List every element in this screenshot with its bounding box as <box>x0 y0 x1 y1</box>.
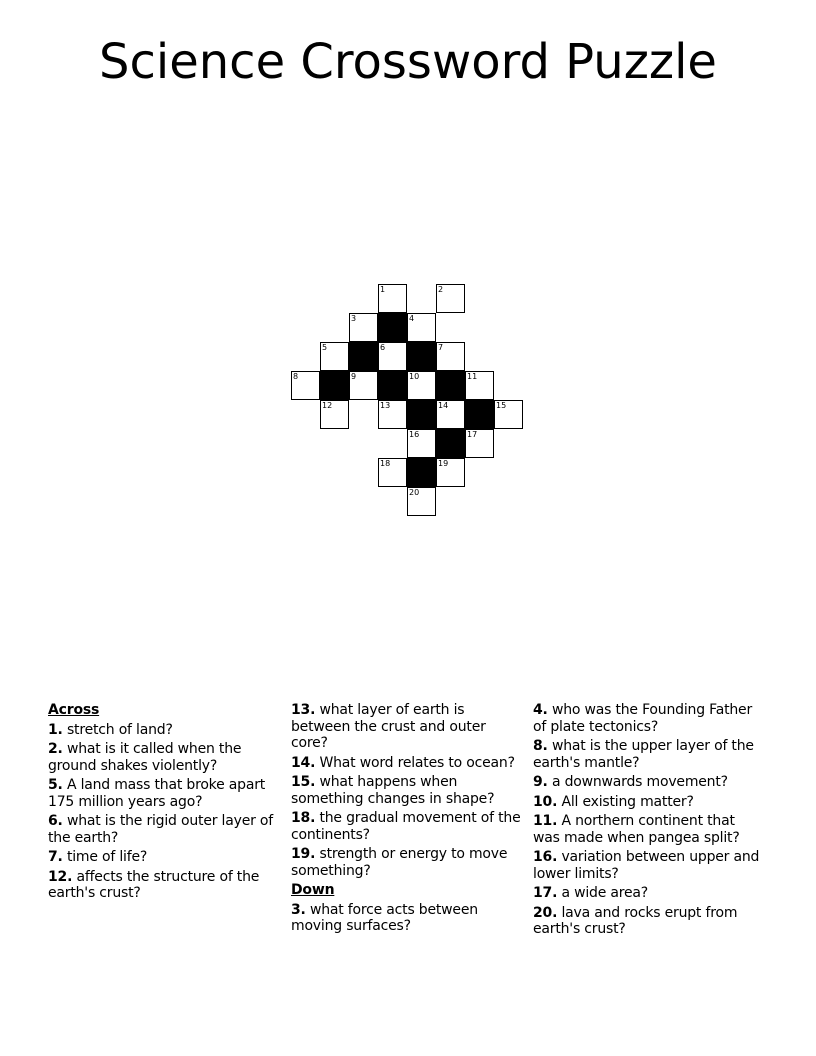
clue-number: 3. <box>291 901 306 918</box>
grid-cell[interactable] <box>291 371 320 400</box>
cell-number: 3 <box>351 314 357 323</box>
across-clue <box>48 849 280 866</box>
clue-text: who was the Founding Father of plate tectonics? <box>533 702 753 735</box>
grid-cell[interactable] <box>465 429 494 458</box>
across-clue <box>48 777 280 810</box>
clue-number: 2. <box>48 741 63 757</box>
black-cell <box>436 429 465 458</box>
cell-number: 20 <box>409 488 420 497</box>
clue-text: what is the upper layer of the earth's mantle? <box>533 738 754 771</box>
cell-number: 8 <box>293 372 299 381</box>
cell-number: 11 <box>467 372 478 381</box>
clues-column-3 <box>533 702 765 941</box>
clue-number: 14. <box>291 754 316 771</box>
cell-number: 18 <box>380 459 391 468</box>
grid-cell[interactable] <box>378 458 407 487</box>
black-cell <box>407 400 436 429</box>
grid-cell[interactable] <box>320 342 349 371</box>
grid-cell[interactable] <box>436 342 465 371</box>
clue-number: 5. <box>48 777 63 793</box>
cell-number: 15 <box>496 401 507 410</box>
clue-text: What word relates to ocean? <box>319 754 515 771</box>
page-title: Science Crossword Puzzle <box>99 34 717 90</box>
clue-number: 6. <box>48 813 63 829</box>
across-clue <box>291 774 523 807</box>
black-cell <box>378 313 407 342</box>
clue-text: what is the rigid outer layer of the earth? <box>48 813 274 846</box>
grid-cell[interactable] <box>465 371 494 400</box>
down-clue <box>533 738 765 771</box>
across-clue <box>48 869 280 902</box>
black-cell <box>407 342 436 371</box>
down-clue <box>533 885 765 902</box>
clue-number: 19. <box>291 846 316 862</box>
across-clue <box>291 755 523 772</box>
clue-number: 4. <box>533 702 548 718</box>
cell-number: 2 <box>438 285 444 294</box>
down-clue <box>533 905 765 938</box>
clue-number: 15. <box>291 774 316 790</box>
cell-number: 7 <box>438 343 444 352</box>
down-clue <box>533 794 765 811</box>
black-cell <box>349 342 378 371</box>
clue-text: the gradual movement of the continents? <box>291 810 521 843</box>
grid-cell[interactable] <box>407 371 436 400</box>
black-cell <box>436 371 465 400</box>
across-clue <box>291 702 523 752</box>
clue-number: 16. <box>533 849 558 865</box>
grid-cell[interactable] <box>378 284 407 313</box>
grid-cell[interactable] <box>349 371 378 400</box>
grid-cell[interactable] <box>349 313 378 342</box>
across-clue <box>48 741 280 774</box>
down-clue <box>291 902 523 935</box>
down-heading: Down <box>291 882 335 898</box>
across-clue <box>291 846 523 879</box>
across-clue <box>48 813 280 846</box>
across-heading: Across <box>48 702 100 718</box>
cell-number: 6 <box>380 343 386 352</box>
cell-number: 16 <box>409 430 420 439</box>
clue-text: what layer of earth is between the crust and outer core? <box>291 702 486 751</box>
clue-text: affects the structure of the earth's crust? <box>48 868 260 901</box>
clue-text: a downwards movement? <box>551 774 728 790</box>
clue-number: 7. <box>48 849 63 865</box>
across-clue <box>48 722 280 739</box>
across-clue <box>291 810 523 843</box>
clue-number: 11. <box>533 813 558 829</box>
grid-cell[interactable] <box>407 429 436 458</box>
grid-cell[interactable] <box>378 400 407 429</box>
grid-cell[interactable] <box>407 487 436 516</box>
black-cell <box>465 400 494 429</box>
clue-text: time of life? <box>66 849 148 865</box>
cell-number: 4 <box>409 314 415 323</box>
black-cell <box>378 371 407 400</box>
grid-cell[interactable] <box>436 400 465 429</box>
clue-number: 13. <box>291 702 316 718</box>
clue-number: 10. <box>533 793 558 810</box>
cell-number: 1 <box>380 285 386 294</box>
clue-text: A northern continent that was made when pangea split? <box>533 813 740 846</box>
cell-number: 19 <box>438 459 449 468</box>
clues-column-1 <box>48 702 280 905</box>
cell-number: 9 <box>351 372 357 381</box>
clue-text: strength or energy to move something? <box>291 846 508 879</box>
down-clue <box>533 849 765 882</box>
down-clue <box>533 702 765 735</box>
clue-number: 20. <box>533 904 558 921</box>
clue-text: what force acts between moving surfaces? <box>291 901 478 934</box>
cell-number: 17 <box>467 430 478 439</box>
grid-cell[interactable] <box>407 313 436 342</box>
clue-text: what happens when something changes in shape? <box>291 774 495 807</box>
cell-number: 14 <box>438 401 449 410</box>
cell-number: 10 <box>409 372 420 381</box>
cell-number: 5 <box>322 343 328 352</box>
clue-number: 17. <box>533 885 558 901</box>
grid-cell[interactable] <box>436 284 465 313</box>
black-cell <box>407 458 436 487</box>
cell-number: 12 <box>322 401 333 410</box>
clue-number: 9. <box>533 774 548 790</box>
clues-column-2 <box>291 702 523 938</box>
clue-text: A land mass that broke apart 175 million years ago? <box>48 777 266 810</box>
grid-cell[interactable] <box>320 400 349 429</box>
grid-cell[interactable] <box>378 342 407 371</box>
clue-text: variation between upper and lower limits? <box>533 849 760 882</box>
grid-cell[interactable] <box>436 458 465 487</box>
down-clue <box>533 813 765 846</box>
crossword-grid <box>291 284 531 524</box>
clue-number: 18. <box>291 810 316 826</box>
clue-text: a wide area? <box>561 885 649 901</box>
clue-number: 1. <box>48 721 63 738</box>
cell-number: 13 <box>380 401 391 410</box>
clue-number: 8. <box>533 738 548 754</box>
clue-number: 12. <box>48 868 73 885</box>
down-clue <box>533 774 765 791</box>
grid-cell[interactable] <box>494 400 523 429</box>
clue-text: lava and rocks erupt from earth's crust? <box>533 904 738 937</box>
clue-text: stretch of land? <box>66 721 173 738</box>
clue-text: All existing matter? <box>561 793 694 810</box>
clue-text: what is it called when the ground shakes violently? <box>48 741 242 774</box>
black-cell <box>320 371 349 400</box>
